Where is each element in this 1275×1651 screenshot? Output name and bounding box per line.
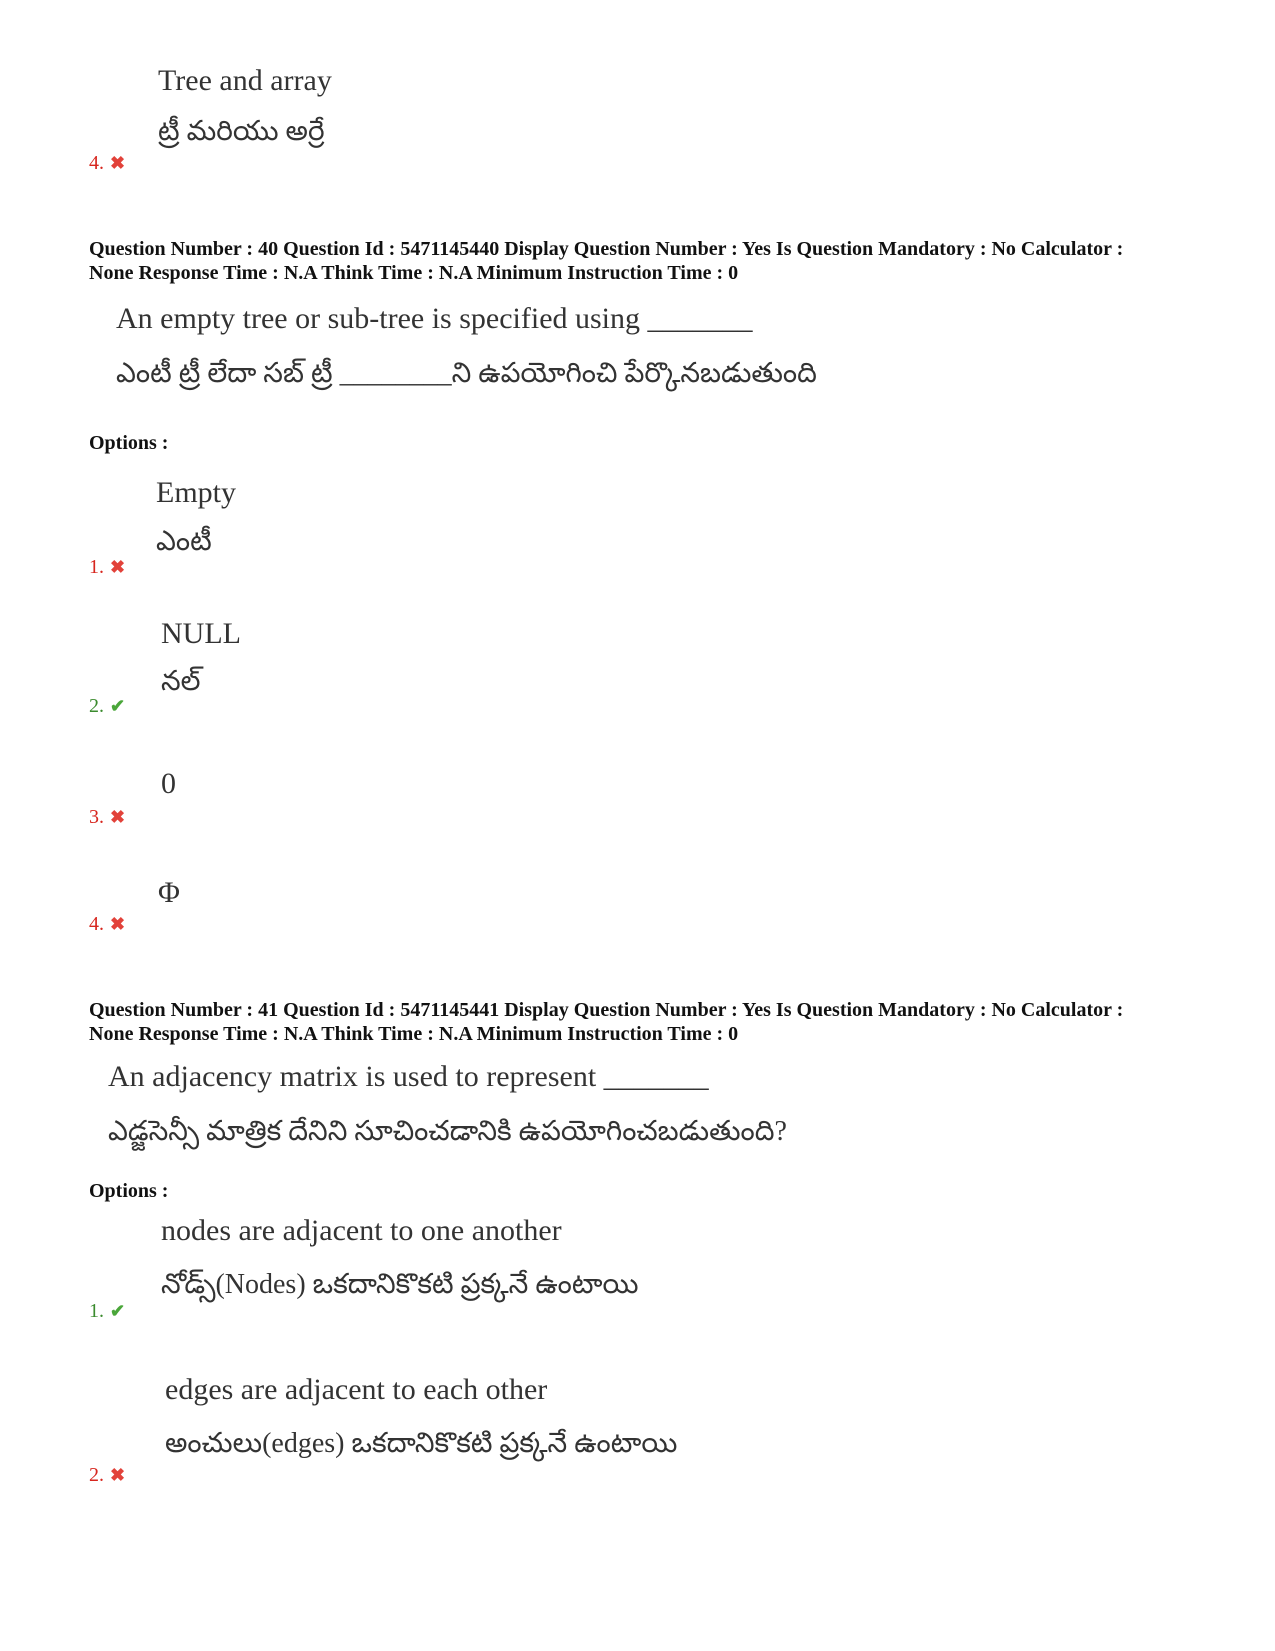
option-marker bbox=[89, 913, 125, 936]
question-meta bbox=[89, 237, 1209, 285]
option-number: 1. bbox=[89, 1300, 104, 1322]
option-marker bbox=[89, 806, 125, 829]
option-marker bbox=[89, 1464, 125, 1487]
check-icon: ✔ bbox=[110, 696, 126, 716]
option-number: 3. bbox=[89, 806, 104, 828]
option-text-telugu: నల్ bbox=[161, 666, 201, 697]
option-text-english: NULL bbox=[161, 617, 241, 650]
cross-icon: ✖ bbox=[110, 153, 126, 173]
option-marker bbox=[89, 556, 125, 579]
option-text-english: edges are adjacent to each other bbox=[165, 1373, 548, 1406]
option-text-telugu: నోడ్స్(Nodes) ఒకదానికొకటి ప్రక్కనే ఉంటాయి bbox=[161, 1269, 639, 1300]
question-meta-line: Question Number : 40 Question Id : 5471145440 Display Question Number : Yes Is Question Mandatory : No Calculator : bbox=[89, 238, 1124, 260]
question-text-telugu: ఎడ్జసెన్సీ మాత్రిక దేనిని సూచించడానికి ఉపయోగించబడుతుంది? bbox=[108, 1116, 787, 1147]
question-meta-line: None Response Time : N.A Think Time : N.A Minimum Instruction Time : 0 bbox=[89, 1023, 739, 1045]
option-text-telugu: ఎంటీ bbox=[156, 526, 212, 557]
cross-icon: ✖ bbox=[110, 557, 126, 577]
cross-icon: ✖ bbox=[110, 914, 126, 934]
option-number: 1. bbox=[89, 556, 104, 578]
option-marker bbox=[89, 152, 125, 175]
option-marker bbox=[89, 1300, 125, 1323]
option-text-english: 0 bbox=[161, 767, 176, 800]
option-number: 4. bbox=[89, 152, 104, 174]
question-meta-line: None Response Time : N.A Think Time : N.A Minimum Instruction Time : 0 bbox=[89, 262, 739, 284]
options-label: Options : bbox=[89, 1180, 169, 1202]
option-text-english: Φ bbox=[158, 876, 180, 909]
option-text-english: Tree and array bbox=[158, 64, 332, 97]
cross-icon: ✖ bbox=[110, 1465, 126, 1485]
question-text-english: An empty tree or sub-tree is specified using _______ bbox=[116, 302, 753, 335]
option-text-telugu: అంచులు(edges) ఒకదానికొకటి ప్రక్కనే ఉంటాయి bbox=[165, 1428, 678, 1459]
option-text-telugu: ట్రీ మరియు అర్రే bbox=[158, 116, 325, 147]
option-number: 2. bbox=[89, 695, 104, 717]
option-marker bbox=[89, 695, 125, 718]
question-meta-line: Question Number : 41 Question Id : 5471145441 Display Question Number : Yes Is Question Mandatory : No Calculator : bbox=[89, 999, 1124, 1021]
question-text-english: An adjacency matrix is used to represent _______ bbox=[108, 1060, 709, 1093]
cross-icon: ✖ bbox=[110, 807, 126, 827]
question-meta bbox=[89, 998, 1209, 1046]
check-icon: ✔ bbox=[110, 1301, 126, 1321]
option-text-english: Empty bbox=[156, 476, 236, 509]
option-number: 4. bbox=[89, 913, 104, 935]
question-text-telugu: ఎంటీ ట్రీ లేదా సబ్ ట్రీ ________ని ఉపయోగించి పేర్కొనబడుతుంది bbox=[116, 358, 817, 389]
option-number: 2. bbox=[89, 1464, 104, 1486]
option-text-english: nodes are adjacent to one another bbox=[161, 1214, 562, 1247]
options-label: Options : bbox=[89, 432, 169, 454]
